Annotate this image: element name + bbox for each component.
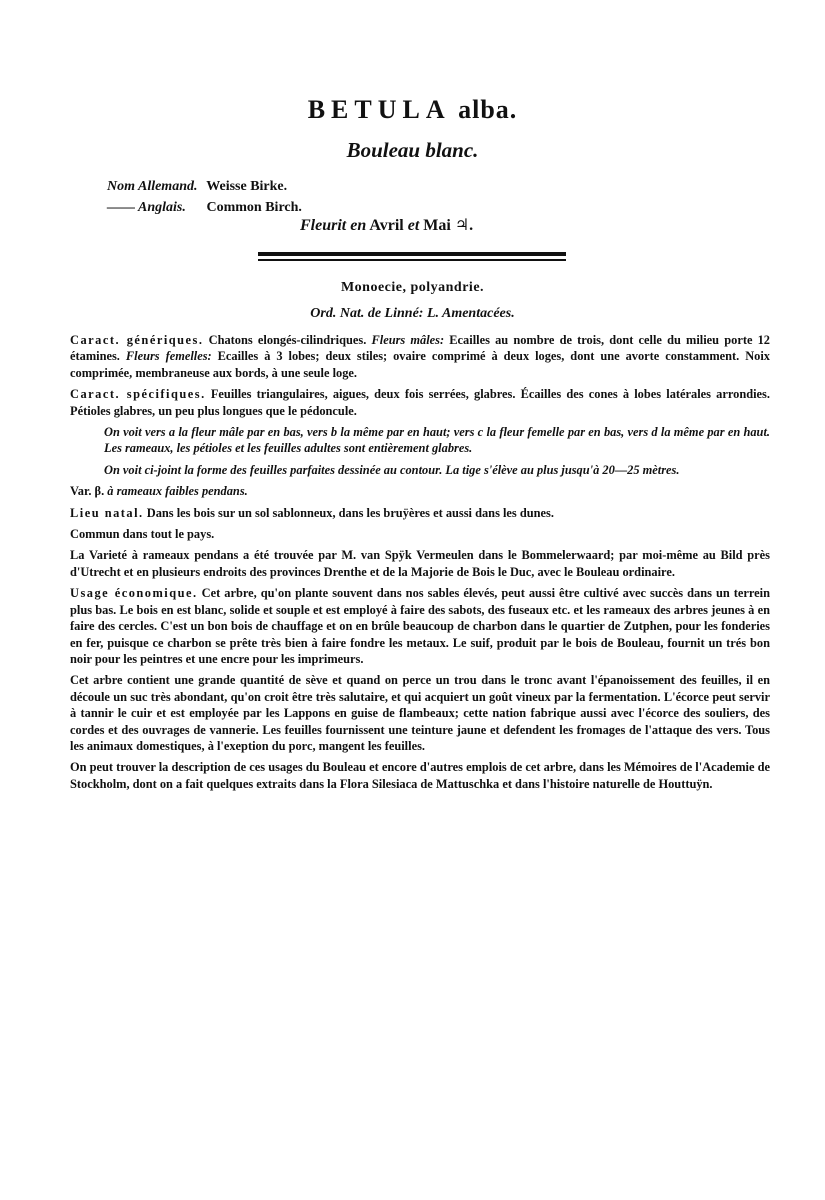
german-name-row <box>107 176 302 197</box>
usage-text: Cet arbre, qu'on plante souvent dans nos sables élevés, peut aussi être cultivé avec succès dans un terrein plus bas. Le bois en est blanc, solide et souple et est employé à faire des sabots, des fuseaux etc. et les rameaux des arbres jeunes à en faire des cercles. C'est un bon bois de chauffage et on en brûle beaucoup de charbon dans le quartier de Zutphen, pour les fonderies en fer, puisque ce charbon se prête très bien à faire fondre les metaux. Le suif, produit par le bois de Bouleau, fournit un trés bon noir pour les peintres et une encre pour les imprimeurs. <box>70 586 770 666</box>
species-name: alba. <box>458 95 518 124</box>
male-flowers-label: Fleurs mâles: <box>371 333 445 347</box>
female-flowers-label: Fleurs femelles: <box>125 349 212 364</box>
flowering-line <box>300 215 473 235</box>
variety-text: à rameaux faibles pendans. <box>107 484 248 499</box>
natural-order-value: Amentacées. <box>441 306 515 321</box>
german-value: Weisse Birke. <box>206 179 288 194</box>
natural-order-prefix: Ord. Nat. de Linné: L. <box>310 306 439 321</box>
body-text <box>70 332 770 797</box>
vernacular-name: Bouleau blanc. <box>346 138 479 162</box>
references-paragraph: On peut trouver la description de ces usages du Bouleau et encore d'autres emplois de cet arbre, dans les Mémoires de l'Academie de Stockholm, dont on a fait quelques extraits dans la Flora Silesiaca de Mattuschka et dans l'histoire naturelle de Houttuÿn. <box>70 760 770 791</box>
specific-characters <box>70 386 770 419</box>
figure-note-1: On voit vers a la fleur mâle par en bas, vers b la même par en haut; vers c la fleur femelle par en bas, vers d la même par en haut. Les rameaux, les pétioles et les feuilles adultes sont entièrement glabres. <box>104 425 770 456</box>
specific-label: Caract. spécifiques. <box>70 387 206 402</box>
flowering-et: et <box>407 217 420 234</box>
generic-label: Caract. génériques. <box>70 333 204 347</box>
flowering-prefix: Fleurit <box>300 217 347 234</box>
divider-thin <box>258 259 566 261</box>
flowering-en: en <box>350 217 367 234</box>
divider-thick <box>258 252 566 256</box>
figure-note-2: On voit ci-joint la forme des feuilles parfaites dessinée au contour. La tige s'élève au plus jusqu'à 20—25 mètres. <box>104 462 680 477</box>
generic-characters <box>70 332 770 381</box>
sexual-system: Monoecie, polyandrie. <box>340 280 485 295</box>
generic-text-a: Chatons elongés-cilindriques. <box>208 333 367 347</box>
variety-label: Var. β. <box>70 484 105 499</box>
usage-label: Usage économique. <box>70 586 198 601</box>
flowering-month-2: Mai <box>423 217 451 234</box>
english-label: —— Anglais. <box>107 200 186 215</box>
sap-paragraph: Cet arbre contient une grande quantité de sève et quand on perce un trou dans le tronc avant l'épanoissement des feuilles, il en découle un suc très abondant, qu'on croit être très salutaire, et qui acquiert un goût vineux par la fermentation. L'écorce peut servir à tannir le cuir et est employée par les Lappons en guise de flambeaux; cette nation fabrique aussi avec l'écorce des souliers, des cordes et des ouvrages de vannerie. Les feuilles fournissent une teinture jaune et defendent les fromages de l'attaque des vers. Tous les animaux domestiques, à l'exeption du porc, mangent les feuilles. <box>70 673 770 753</box>
specific-text: Feuilles triangulaires, aigues, deux fois serrées, glabres. Écailles des cones à lobes latérales arrondies. Pétioles glabres, un peu plus longues que le pédoncule. <box>70 387 770 418</box>
generic-text-c: Ecailles au nombre de trois, dont celle du milieu porte 12 étamines. <box>70 333 770 364</box>
generic-text-e: Ecailles à 3 lobes; deux stiles; ovaire comprimé à deux loges, dont une avorte constamment. Noix comprimée, membraneuse aux bords, à une seule loge. <box>70 349 770 380</box>
variety-line <box>70 483 770 499</box>
habitat-line <box>70 505 770 521</box>
frequency-line: Commun dans tout le pays. <box>70 527 215 542</box>
english-name-row <box>107 197 302 218</box>
flowering-month-1: Avril <box>369 217 404 234</box>
variety-paragraph: La Varieté à rameaux pendans a été trouvée par M. van Spÿk Vermeulen dans le Bommelerwaard; par moi-même au Bild près d'Utrecht et en plusieurs endroits des provinces Drenthe et de la Majorie de Bois le Duc, avec le Bouleau ordinaire. <box>70 548 770 579</box>
perennial-symbol: ♃. <box>454 217 474 234</box>
habitat-label: Lieu natal. <box>70 505 144 520</box>
english-value: Common Birch. <box>206 200 302 215</box>
common-names <box>107 176 302 218</box>
page-title <box>0 95 825 125</box>
german-label: Nom Allemand. <box>107 179 198 194</box>
genus-name: BETULA <box>307 95 451 124</box>
usage-paragraph <box>70 585 770 667</box>
habitat-text: Dans les bois sur un sol sablonneux, dans les bruÿères et aussi dans les dunes. <box>146 505 554 520</box>
natural-order <box>0 306 825 322</box>
